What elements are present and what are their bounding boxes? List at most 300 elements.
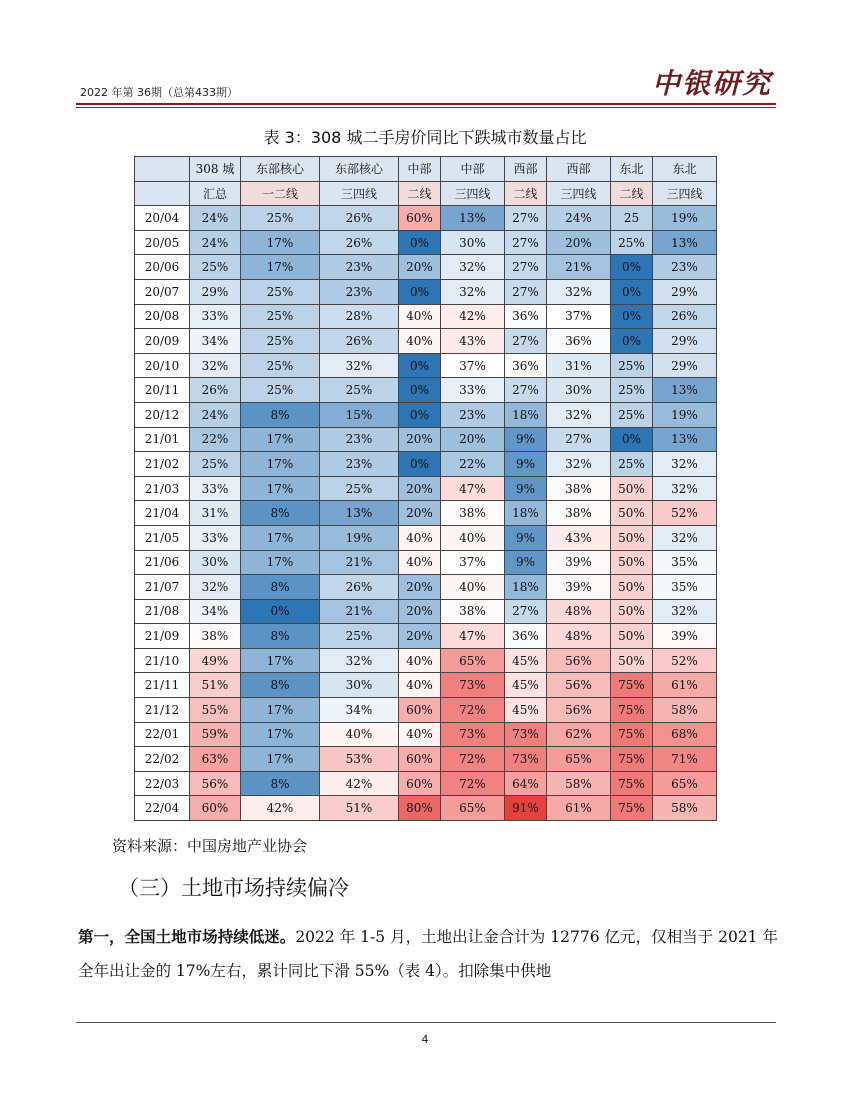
row-date-cell: 21/02	[135, 452, 190, 477]
value-cell: 19%	[653, 402, 717, 427]
value-cell: 29%	[653, 329, 717, 354]
value-cell: 20%	[547, 230, 611, 255]
value-cell: 72%	[441, 771, 505, 796]
value-cell: 56%	[547, 673, 611, 698]
value-cell: 13%	[441, 206, 505, 231]
value-cell: 20%	[399, 255, 441, 280]
value-cell: 17%	[241, 648, 320, 673]
table-row	[135, 452, 717, 477]
value-cell: 26%	[320, 206, 399, 231]
value-cell: 22%	[441, 452, 505, 477]
value-cell: 61%	[547, 796, 611, 821]
table-row	[135, 402, 717, 427]
value-cell: 33%	[441, 378, 505, 403]
table-row	[135, 525, 717, 550]
value-cell: 59%	[190, 722, 241, 747]
value-cell: 63%	[190, 747, 241, 772]
value-cell: 30%	[441, 230, 505, 255]
value-cell: 64%	[505, 771, 547, 796]
value-cell: 32%	[653, 476, 717, 501]
value-cell: 68%	[653, 722, 717, 747]
value-cell: 45%	[505, 698, 547, 723]
value-cell: 53%	[320, 747, 399, 772]
table-row	[135, 771, 717, 796]
row-date-cell: 21/10	[135, 648, 190, 673]
table-row	[135, 575, 717, 600]
value-cell: 21%	[320, 599, 399, 624]
value-cell: 40%	[320, 722, 399, 747]
value-cell: 23%	[320, 279, 399, 304]
value-cell: 51%	[320, 796, 399, 821]
value-cell: 37%	[547, 304, 611, 329]
value-cell: 28%	[320, 304, 399, 329]
value-cell: 40%	[441, 575, 505, 600]
value-cell: 56%	[547, 698, 611, 723]
value-cell: 25%	[241, 206, 320, 231]
value-cell: 65%	[547, 747, 611, 772]
value-cell: 25%	[241, 329, 320, 354]
value-cell: 35%	[653, 575, 717, 600]
row-date-cell: 21/08	[135, 599, 190, 624]
table-row	[135, 698, 717, 723]
value-cell: 60%	[399, 698, 441, 723]
column-header-cell: 东北	[653, 157, 717, 182]
value-cell: 75%	[611, 796, 653, 821]
value-cell: 32%	[653, 599, 717, 624]
value-cell: 40%	[399, 550, 441, 575]
value-cell: 26%	[320, 329, 399, 354]
value-cell: 25	[611, 206, 653, 231]
issue-label: 2022 年第 36期（总第433期）	[80, 86, 238, 99]
row-date-cell: 20/06	[135, 255, 190, 280]
value-cell: 36%	[547, 329, 611, 354]
value-cell: 29%	[190, 279, 241, 304]
value-cell: 50%	[611, 575, 653, 600]
value-cell: 23%	[320, 427, 399, 452]
value-cell: 39%	[547, 550, 611, 575]
value-cell: 20%	[399, 624, 441, 649]
value-cell: 50%	[611, 550, 653, 575]
column-header-cell: 三四线	[547, 181, 611, 206]
value-cell: 32%	[190, 575, 241, 600]
table-row	[135, 501, 717, 526]
value-cell: 25%	[241, 378, 320, 403]
value-cell: 17%	[241, 255, 320, 280]
value-cell: 0%	[611, 255, 653, 280]
value-cell: 17%	[241, 525, 320, 550]
value-cell: 40%	[399, 329, 441, 354]
publisher-logo: 中银研究	[651, 67, 772, 100]
value-cell: 72%	[441, 747, 505, 772]
value-cell: 13%	[653, 230, 717, 255]
value-cell: 19%	[653, 206, 717, 231]
value-cell: 32%	[547, 279, 611, 304]
table-row	[135, 599, 717, 624]
table-row	[135, 476, 717, 501]
table-row	[135, 624, 717, 649]
row-date-cell: 20/09	[135, 329, 190, 354]
value-cell: 49%	[190, 648, 241, 673]
row-date-cell: 22/04	[135, 796, 190, 821]
column-header-cell: 西部	[547, 157, 611, 182]
value-cell: 26%	[320, 230, 399, 255]
column-header-cell: 一二线	[241, 181, 320, 206]
paragraph-body: 2022 年 1-5 月，土地出让金合计为 12776 亿元，仅相当于 2021 年全年出让金的 17%左右，累计同比下滑 55%（表 4）。扣除集中供地	[78, 928, 778, 980]
value-cell: 9%	[505, 525, 547, 550]
value-cell: 17%	[241, 722, 320, 747]
value-cell: 73%	[441, 673, 505, 698]
table-row	[135, 279, 717, 304]
value-cell: 9%	[505, 476, 547, 501]
row-date-cell: 21/09	[135, 624, 190, 649]
value-cell: 37%	[441, 550, 505, 575]
value-cell: 50%	[611, 624, 653, 649]
value-cell: 31%	[547, 353, 611, 378]
value-cell: 80%	[399, 796, 441, 821]
value-cell: 35%	[653, 550, 717, 575]
value-cell: 73%	[505, 747, 547, 772]
value-cell: 56%	[547, 648, 611, 673]
column-header-cell: 二线	[505, 181, 547, 206]
value-cell: 32%	[547, 402, 611, 427]
row-date-cell: 22/01	[135, 722, 190, 747]
column-header-cell: 中部	[441, 157, 505, 182]
value-cell: 42%	[241, 796, 320, 821]
row-date-cell: 20/05	[135, 230, 190, 255]
value-cell: 8%	[241, 575, 320, 600]
header-rule-thin	[76, 107, 776, 108]
column-header-cell: 汇总	[190, 181, 241, 206]
value-cell: 48%	[547, 599, 611, 624]
value-cell: 42%	[441, 304, 505, 329]
value-cell: 27%	[505, 230, 547, 255]
value-cell: 0%	[399, 353, 441, 378]
value-cell: 34%	[190, 329, 241, 354]
value-cell: 0%	[611, 329, 653, 354]
header-rule	[76, 103, 776, 105]
value-cell: 75%	[611, 771, 653, 796]
table-row	[135, 353, 717, 378]
value-cell: 8%	[241, 771, 320, 796]
value-cell: 52%	[653, 501, 717, 526]
value-cell: 34%	[320, 698, 399, 723]
value-cell: 25%	[320, 378, 399, 403]
column-header-cell: 二线	[399, 181, 441, 206]
value-cell: 0%	[399, 378, 441, 403]
value-cell: 73%	[441, 722, 505, 747]
table-caption: 表 3：308 城二手房价同比下跌城市数量占比	[263, 128, 587, 147]
row-date-cell: 21/04	[135, 501, 190, 526]
row-date-cell: 21/03	[135, 476, 190, 501]
column-header-cell: 东部核心	[241, 157, 320, 182]
value-cell: 24%	[190, 206, 241, 231]
row-date-cell: 22/02	[135, 747, 190, 772]
row-date-cell: 20/04	[135, 206, 190, 231]
value-cell: 30%	[547, 378, 611, 403]
value-cell: 0%	[399, 230, 441, 255]
row-date-cell: 20/10	[135, 353, 190, 378]
value-cell: 17%	[241, 476, 320, 501]
value-cell: 25%	[611, 452, 653, 477]
value-cell: 23%	[653, 255, 717, 280]
value-cell: 34%	[190, 599, 241, 624]
value-cell: 20%	[399, 599, 441, 624]
value-cell: 27%	[505, 206, 547, 231]
value-cell: 51%	[190, 673, 241, 698]
value-cell: 58%	[653, 698, 717, 723]
value-cell: 50%	[611, 648, 653, 673]
value-cell: 26%	[320, 575, 399, 600]
value-cell: 17%	[241, 698, 320, 723]
value-cell: 50%	[611, 525, 653, 550]
value-cell: 27%	[505, 378, 547, 403]
value-cell: 75%	[611, 722, 653, 747]
value-cell: 20%	[441, 427, 505, 452]
value-cell: 26%	[190, 378, 241, 403]
value-cell: 27%	[547, 427, 611, 452]
value-cell: 32%	[547, 452, 611, 477]
value-cell: 25%	[320, 476, 399, 501]
value-cell: 56%	[190, 771, 241, 796]
value-cell: 50%	[611, 599, 653, 624]
column-header-cell: 西部	[505, 157, 547, 182]
table-row	[135, 230, 717, 255]
value-cell: 39%	[547, 575, 611, 600]
table-row	[135, 722, 717, 747]
value-cell: 9%	[505, 550, 547, 575]
value-cell: 18%	[505, 501, 547, 526]
value-cell: 40%	[399, 648, 441, 673]
row-date-cell: 21/07	[135, 575, 190, 600]
table-row	[135, 206, 717, 231]
value-cell: 0%	[399, 402, 441, 427]
value-cell: 25%	[611, 353, 653, 378]
value-cell: 20%	[399, 501, 441, 526]
value-cell: 23%	[441, 402, 505, 427]
value-cell: 47%	[441, 476, 505, 501]
value-cell: 0%	[611, 279, 653, 304]
value-cell: 32%	[320, 353, 399, 378]
value-cell: 20%	[399, 575, 441, 600]
value-cell: 25%	[611, 402, 653, 427]
value-cell: 40%	[399, 525, 441, 550]
value-cell: 38%	[547, 501, 611, 526]
value-cell: 50%	[611, 501, 653, 526]
value-cell: 15%	[320, 402, 399, 427]
value-cell: 21%	[320, 550, 399, 575]
value-cell: 27%	[505, 329, 547, 354]
column-header-cell: 中部	[399, 157, 441, 182]
column-header-cell: 东部核心	[320, 157, 399, 182]
value-cell: 25%	[320, 624, 399, 649]
value-cell: 43%	[547, 525, 611, 550]
value-cell: 60%	[190, 796, 241, 821]
value-cell: 30%	[320, 673, 399, 698]
value-cell: 0%	[611, 427, 653, 452]
header-corner-cell	[135, 181, 190, 206]
value-cell: 62%	[547, 722, 611, 747]
row-date-cell: 20/07	[135, 279, 190, 304]
value-cell: 60%	[399, 206, 441, 231]
page-number: 4	[421, 1033, 429, 1046]
value-cell: 23%	[320, 255, 399, 280]
value-cell: 8%	[241, 402, 320, 427]
value-cell: 17%	[241, 427, 320, 452]
value-cell: 9%	[505, 427, 547, 452]
table-row	[135, 255, 717, 280]
table-row	[135, 329, 717, 354]
value-cell: 50%	[611, 476, 653, 501]
value-cell: 58%	[653, 796, 717, 821]
value-cell: 45%	[505, 648, 547, 673]
value-cell: 40%	[399, 304, 441, 329]
value-cell: 29%	[653, 353, 717, 378]
value-cell: 22%	[190, 427, 241, 452]
table-row	[135, 747, 717, 772]
value-cell: 45%	[505, 673, 547, 698]
value-cell: 37%	[441, 353, 505, 378]
row-date-cell: 22/03	[135, 771, 190, 796]
value-cell: 32%	[653, 452, 717, 477]
body-paragraph	[78, 920, 778, 988]
value-cell: 71%	[653, 747, 717, 772]
header-corner-cell	[135, 157, 190, 182]
value-cell: 91%	[505, 796, 547, 821]
value-cell: 40%	[399, 722, 441, 747]
value-cell: 18%	[505, 402, 547, 427]
value-cell: 8%	[241, 624, 320, 649]
table-row	[135, 673, 717, 698]
value-cell: 17%	[241, 550, 320, 575]
table-row	[135, 378, 717, 403]
column-header-cell: 三四线	[441, 181, 505, 206]
value-cell: 38%	[441, 501, 505, 526]
value-cell: 27%	[505, 279, 547, 304]
value-cell: 65%	[441, 796, 505, 821]
value-cell: 25%	[241, 279, 320, 304]
value-cell: 39%	[653, 624, 717, 649]
value-cell: 13%	[653, 427, 717, 452]
value-cell: 25%	[190, 452, 241, 477]
value-cell: 0%	[611, 304, 653, 329]
value-cell: 48%	[547, 624, 611, 649]
column-header-cell: 三四线	[653, 181, 717, 206]
value-cell: 21%	[547, 255, 611, 280]
value-cell: 60%	[399, 771, 441, 796]
value-cell: 40%	[441, 525, 505, 550]
paragraph-lead: 第一，全国土地市场持续低迷。	[78, 928, 296, 946]
value-cell: 36%	[505, 353, 547, 378]
value-cell: 32%	[653, 525, 717, 550]
value-cell: 55%	[190, 698, 241, 723]
source-note: 资料来源：中国房地产业协会	[112, 837, 308, 855]
value-cell: 17%	[241, 230, 320, 255]
row-date-cell: 21/11	[135, 673, 190, 698]
value-cell: 20%	[399, 476, 441, 501]
table-row	[135, 427, 717, 452]
value-cell: 27%	[505, 255, 547, 280]
footer-rule	[76, 1022, 776, 1023]
table-row	[135, 648, 717, 673]
value-cell: 75%	[611, 698, 653, 723]
value-cell: 61%	[653, 673, 717, 698]
value-cell: 75%	[611, 673, 653, 698]
value-cell: 38%	[190, 624, 241, 649]
value-cell: 24%	[190, 402, 241, 427]
value-cell: 0%	[399, 452, 441, 477]
value-cell: 27%	[505, 599, 547, 624]
value-cell: 65%	[441, 648, 505, 673]
row-date-cell: 20/12	[135, 402, 190, 427]
value-cell: 58%	[547, 771, 611, 796]
row-date-cell: 21/01	[135, 427, 190, 452]
value-cell: 25%	[190, 255, 241, 280]
value-cell: 9%	[505, 452, 547, 477]
column-header-cell: 三四线	[320, 181, 399, 206]
value-cell: 65%	[653, 771, 717, 796]
value-cell: 36%	[505, 624, 547, 649]
value-cell: 29%	[653, 279, 717, 304]
value-cell: 26%	[653, 304, 717, 329]
value-cell: 8%	[241, 501, 320, 526]
value-cell: 52%	[653, 648, 717, 673]
value-cell: 43%	[441, 329, 505, 354]
value-cell: 25%	[241, 353, 320, 378]
row-date-cell: 20/08	[135, 304, 190, 329]
row-date-cell: 20/11	[135, 378, 190, 403]
value-cell: 24%	[190, 230, 241, 255]
row-date-cell: 21/06	[135, 550, 190, 575]
value-cell: 32%	[320, 648, 399, 673]
value-cell: 23%	[320, 452, 399, 477]
value-cell: 32%	[190, 353, 241, 378]
value-cell: 25%	[241, 304, 320, 329]
value-cell: 32%	[441, 255, 505, 280]
column-header-cell: 二线	[611, 181, 653, 206]
row-date-cell: 21/12	[135, 698, 190, 723]
value-cell: 13%	[320, 501, 399, 526]
value-cell: 20%	[399, 427, 441, 452]
value-cell: 19%	[320, 525, 399, 550]
value-cell: 38%	[441, 599, 505, 624]
value-cell: 72%	[441, 698, 505, 723]
table-row	[135, 550, 717, 575]
value-cell: 0%	[241, 599, 320, 624]
value-cell: 31%	[190, 501, 241, 526]
value-cell: 36%	[505, 304, 547, 329]
value-cell: 18%	[505, 575, 547, 600]
value-cell: 73%	[505, 722, 547, 747]
column-header-cell: 东北	[611, 157, 653, 182]
value-cell: 25%	[611, 230, 653, 255]
value-cell: 33%	[190, 304, 241, 329]
value-cell: 42%	[320, 771, 399, 796]
value-cell: 0%	[399, 279, 441, 304]
column-header-cell: 308 城	[190, 157, 241, 182]
value-cell: 17%	[241, 747, 320, 772]
value-cell: 47%	[441, 624, 505, 649]
value-cell: 40%	[399, 673, 441, 698]
value-cell: 24%	[547, 206, 611, 231]
table-row	[135, 796, 717, 821]
heatmap-table	[134, 156, 717, 821]
value-cell: 60%	[399, 747, 441, 772]
value-cell: 8%	[241, 673, 320, 698]
value-cell: 13%	[653, 378, 717, 403]
value-cell: 32%	[441, 279, 505, 304]
value-cell: 25%	[611, 378, 653, 403]
value-cell: 33%	[190, 476, 241, 501]
